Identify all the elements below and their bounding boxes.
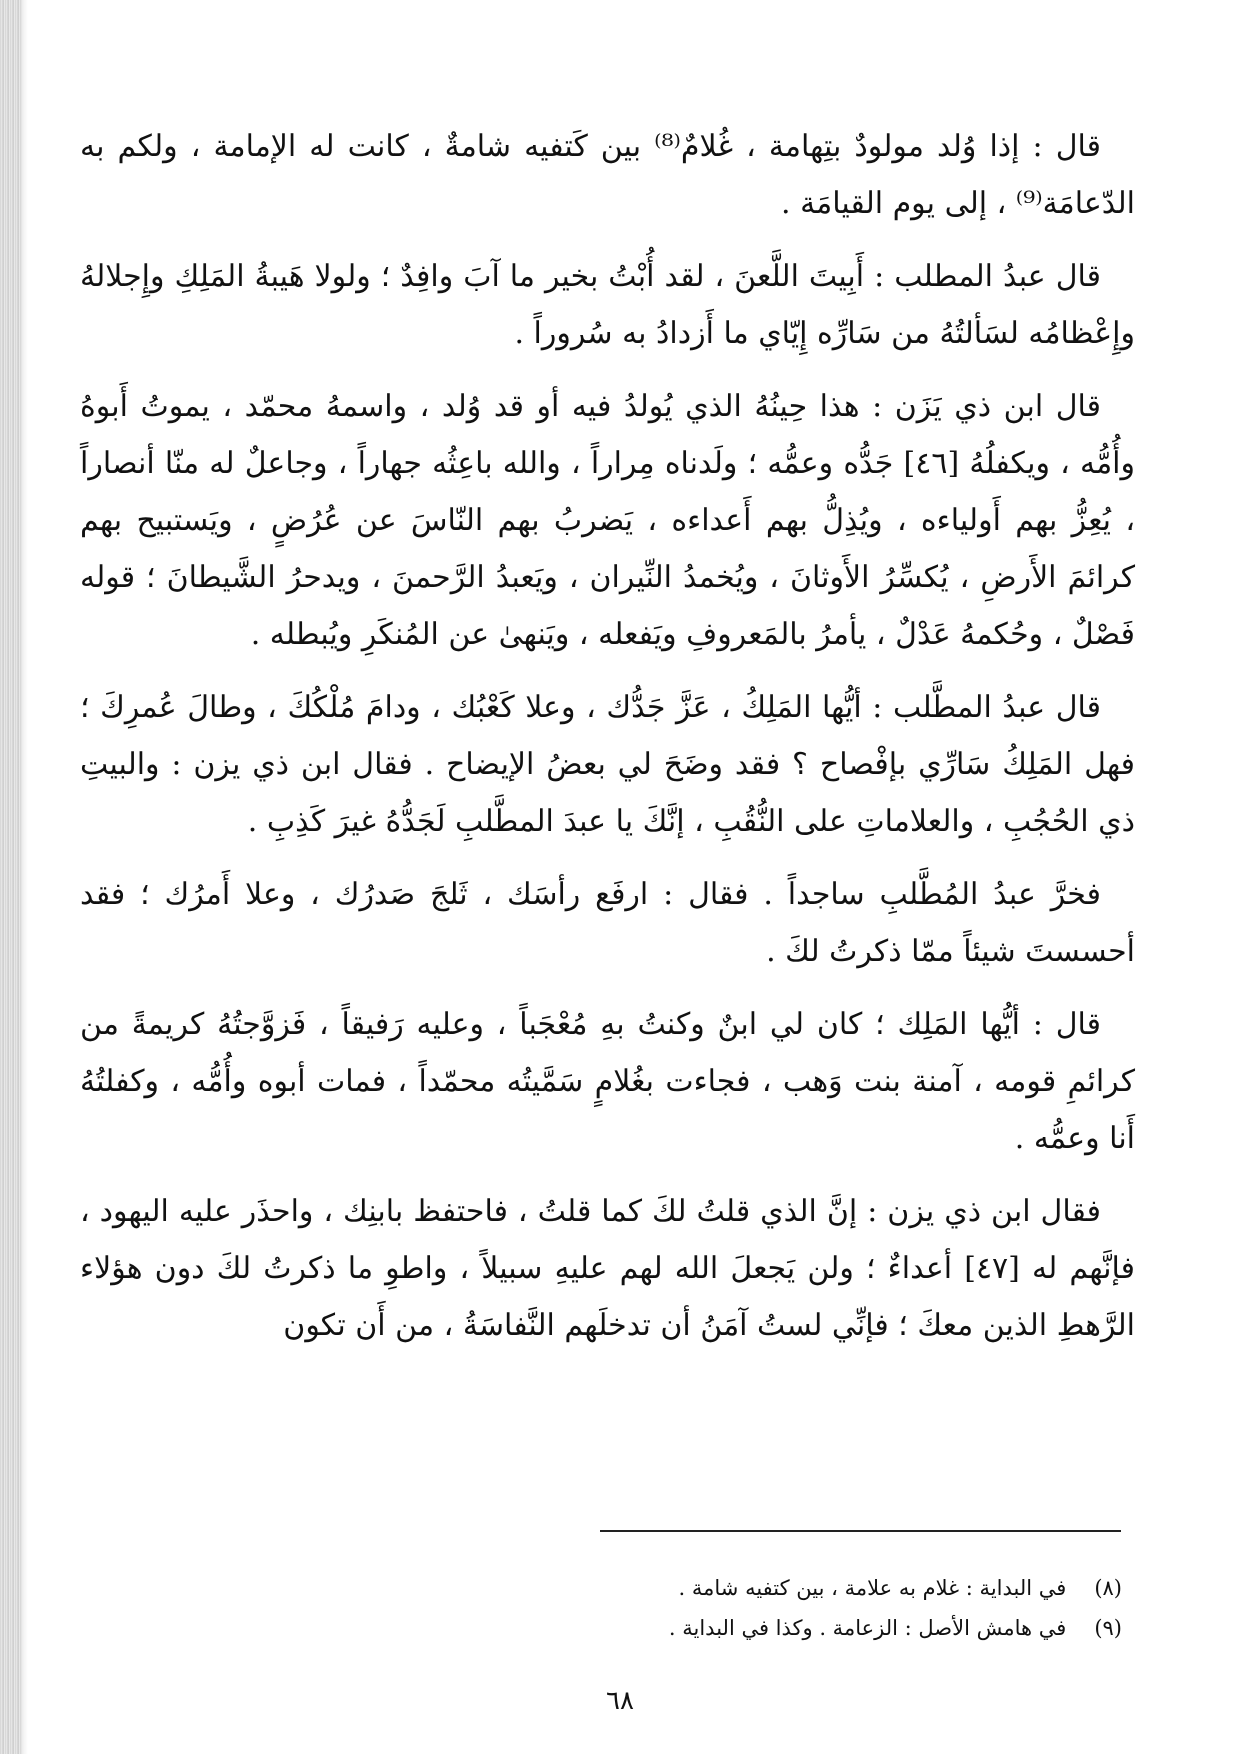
footnote-separator	[600, 1530, 1121, 1532]
footnote-number: (٨)	[1094, 1576, 1122, 1600]
paragraph-1: قال : إذا وُلد مولودٌ بتِهامة ، غُلامٌ⁽⁸⁾ بين كَتفيه شامةٌ ، كانت له الإمامة ، ولكم به الدّعامَة⁽⁹⁾ ، إلى يوم القيامَة .	[80, 129, 1135, 221]
paragraph-7: فقال ابن ذي يزن : إنَّ الذي قلتُ لكَ كما قلتُ ، فاحتفظ بابنِك ، واحذَر عليه اليهود ، فإنَّهم له [٤٧] أعداءٌ ؛ ولن يَجعلَ الله لهم عليهِ سبيلاً ، واطوِ ما ذكرتُ لكَ دون هؤلاء الرَّهطِ الذين معكَ ؛ فإنِّي لستُ آمَنُ أن تدخلَهم النَّفاسَةُ ، من أَن تكون	[80, 1194, 1135, 1343]
main-text	[80, 118, 1135, 1354]
paragraph-3: قال ابن ذي يَزَن : هذا حِينُهُ الذي يُولدُ فيه أو قد وُلد ، واسمهُ محمّد ، يموتُ أَبوهُ وأُمُّه ، ويكفلُهُ [٤٦] جَدُّه وعمُّه ؛ ولَدناه مِراراً ، والله باعِثُه جهاراً ، وجاعلٌ له منّا أنصاراً ، يُعِزُّ بهم أَولياءه ، ويُذِلُّ بهم أَعداءه ، يَضربُ بهم النّاسَ عن عُرُضٍ ، ويَستبيح بهم كرائمَ الأَرضِ ، يُكسِّرُ الأَوثانَ ، ويُخمدُ النِّيران ، ويَعبدُ الرَّحمنَ ، ويدحرُ الشَّيطانَ ؛ قوله فَصْلٌ ، وحُكمهُ عَدْلٌ ، يأمرُ بالمَعروفِ ويَفعله ، ويَنهىٰ عن المُنكَرِ ويُبطله .	[80, 389, 1135, 652]
footnote-text: في البداية : غلام به علامة ، بين كتفيه شامة .	[678, 1576, 1067, 1600]
footnote-8	[669, 1568, 1122, 1608]
page-number: ٦٨	[606, 1686, 634, 1716]
paragraph-2: قال عبدُ المطلب : أَبِيتَ اللَّعنَ ، لقد أُبْتُ بخير ما آبَ وافِدٌ ؛ ولولا هَيبةُ المَلِكِ وإِجلالهُ وإِعْظامُه لسَألتُهُ من سَارِّه إِيّاي ما أَزدادُ به سُروراً .	[80, 259, 1135, 351]
paragraph-5: فخرَّ عبدُ المُطَّلبِ ساجداً . فقال : ارفَع رأسَك ، ثَلجَ صَدرُك ، وعلا أَمرُك ؛ فقد أحسستَ شيئاً ممّا ذكرتُ لكَ .	[80, 877, 1135, 969]
page-binding-edge	[0, 0, 22, 1754]
footnote-text: في هامش الأصل : الزعامة . وكذا في البداية .	[668, 1616, 1067, 1640]
paragraph-6: قال : أيُّها المَلِك ؛ كان لي ابنٌ وكنتُ بهِ مُعْجَباً ، وعليه رَفيقاً ، فَزوَّجتُهُ كريمةً من كرائمِ قومه ، آمنة بنت وَهب ، فجاءت بغُلامٍ سَمَّيتُه محمّداً ، فمات أبوه وأُمُّه ، وكفلتُهُ أَنا وعمُّه .	[80, 1007, 1135, 1156]
footnotes	[669, 1568, 1122, 1648]
footnote-number: (٩)	[1094, 1616, 1122, 1640]
paragraph-4: قال عبدُ المطَّلب : أيُّها المَلِكُ ، عَزَّ جَدُّك ، وعلا كَعْبُك ، ودامَ مُلْكُكَ ، وطالَ عُمرِكَ ؛ فهل المَلِكُ سَارِّي بإفْصاح ؟ فقد وضَحَ لي بعضُ الإيضاح . فقال ابن ذي يزن : والبيتِ ذي الحُجُبِ ، والعلاماتِ على النُّقُبِ ، إنَّكَ يا عبدَ المطَّلبِ لَجَدُّهُ غيرَ كَذِبِ .	[80, 690, 1135, 839]
page-body	[80, 118, 1135, 1370]
footnote-9	[669, 1608, 1122, 1648]
